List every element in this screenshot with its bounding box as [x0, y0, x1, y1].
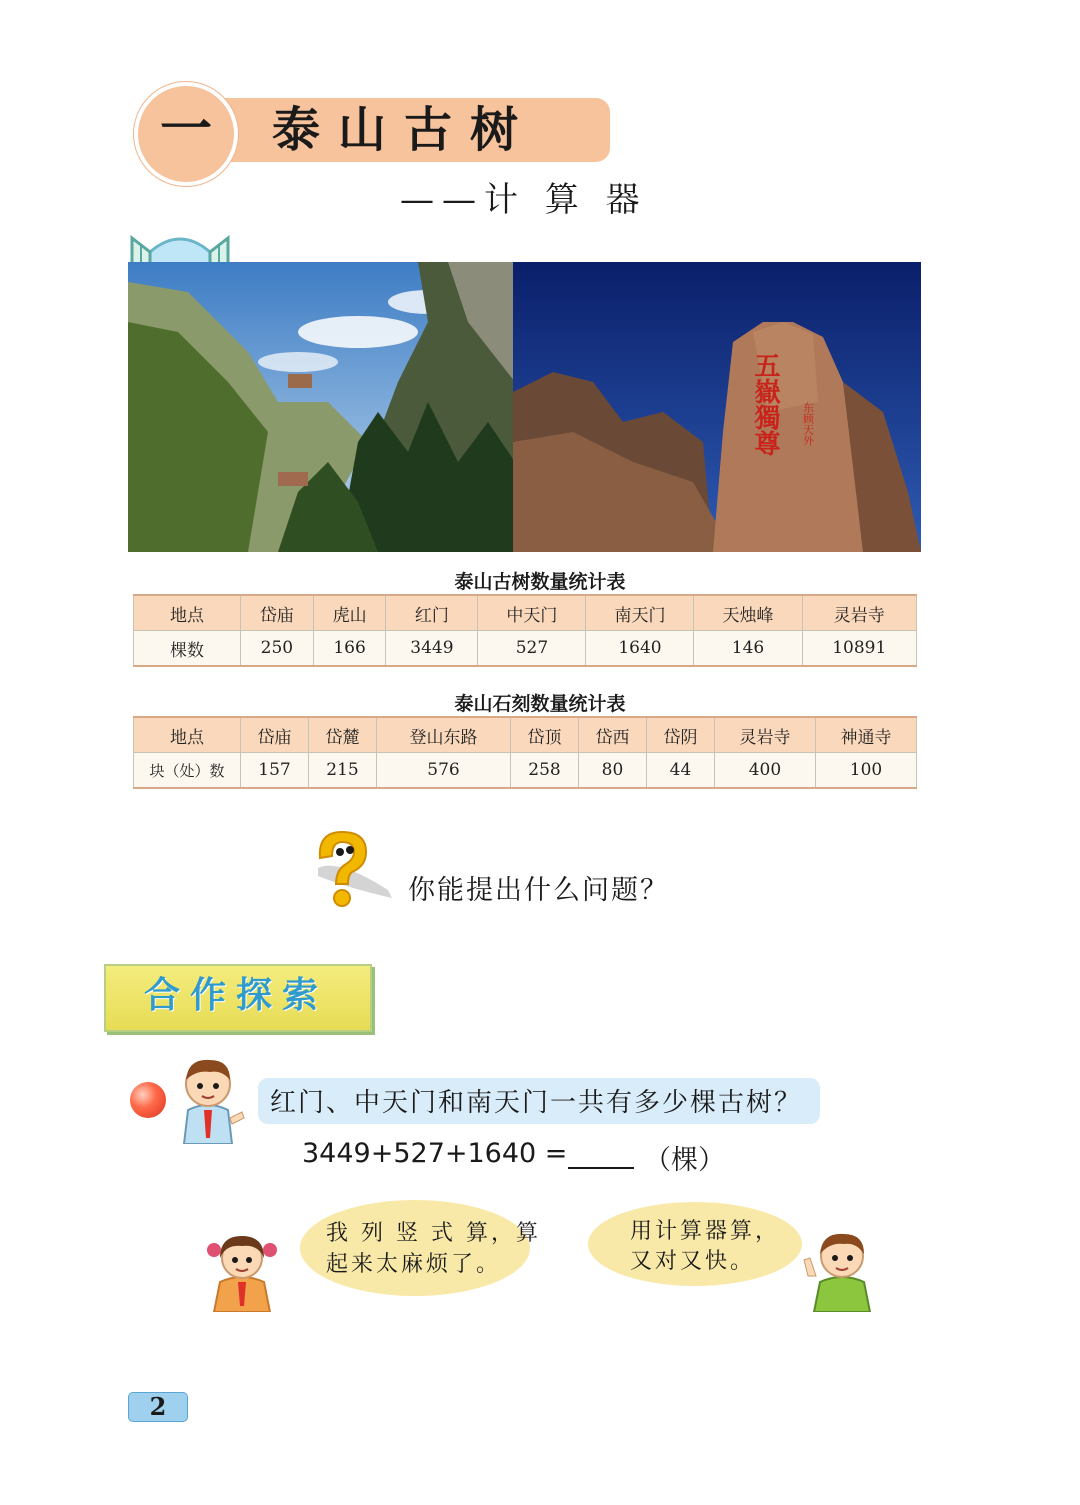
inscription-side: 东顾天外	[801, 402, 815, 446]
stones-column-header: 岱西	[578, 717, 646, 753]
question-prompt: 你能提出什么问题？	[408, 875, 669, 906]
boy-pointing-character-icon	[802, 1226, 878, 1312]
mountain-photo	[128, 262, 515, 552]
problem-unit: （棵）	[644, 1145, 725, 1176]
trees-value-cell: 527	[478, 631, 586, 667]
stones-column-header: 岱庙	[241, 717, 309, 753]
stones-value-cell: 215	[308, 753, 376, 789]
answer-blank[interactable]	[568, 1167, 634, 1169]
stones-column-header: 登山东路	[376, 717, 510, 753]
girl-character-icon	[204, 1228, 282, 1312]
trees-value-cell: 3449	[386, 631, 478, 667]
stones-column-header: 岱麓	[308, 717, 376, 753]
trees-column-header: 中天门	[478, 595, 586, 631]
stones-row-label: 块（处）数	[134, 753, 241, 789]
inscription-rock-photo	[513, 262, 921, 552]
stones-column-header: 岱顶	[511, 717, 579, 753]
trees-value-cell: 146	[694, 631, 802, 667]
trees-header-label: 地点	[134, 595, 241, 631]
boy-speech-line-1: 用计算器算，	[630, 1219, 781, 1244]
stones-value-cell: 258	[511, 753, 579, 789]
trees-value-cell: 250	[241, 631, 314, 667]
lesson-subtitle: ——计 算 器	[400, 180, 648, 220]
problem-question: 红门、中天门和南天门一共有多少棵古树？	[270, 1088, 803, 1118]
trees-column-header: 红门	[386, 595, 478, 631]
stones-column-header: 岱阴	[646, 717, 714, 753]
trees-row-label: 棵数	[134, 631, 241, 667]
stones-value-cell: 576	[376, 753, 510, 789]
trees-column-header: 虎山	[313, 595, 386, 631]
page-number: 2	[128, 1392, 188, 1422]
trees-column-header: 南天门	[586, 595, 694, 631]
problem-equation: 3449+527+1640 =	[302, 1138, 568, 1169]
stones-value-cell: 400	[714, 753, 815, 789]
stones-value-cell: 80	[578, 753, 646, 789]
trees-table	[133, 594, 917, 667]
trees-value-cell: 10891	[802, 631, 917, 667]
stones-value-cell: 44	[646, 753, 714, 789]
trees-column-header: 灵岩寺	[802, 595, 917, 631]
lesson-number: 一	[159, 100, 212, 160]
problem-marker-icon	[130, 1082, 166, 1118]
stones-table-title: 泰山石刻数量统计表	[454, 693, 626, 715]
section-label: 合作探索	[143, 975, 328, 1016]
stones-value-cell: 157	[241, 753, 309, 789]
boy-character-icon	[170, 1052, 248, 1144]
boy-speech-line-2: 又对又快。	[630, 1249, 756, 1274]
lesson-title: 泰山古树	[272, 102, 537, 158]
trees-column-header: 岱庙	[241, 595, 314, 631]
stones-column-header: 灵岩寺	[714, 717, 815, 753]
stones-header-label: 地点	[134, 717, 241, 753]
trees-column-header: 天烛峰	[694, 595, 802, 631]
inscription-main: 五嶽獨尊	[750, 352, 780, 456]
trees-value-cell: 166	[313, 631, 386, 667]
question-mark-icon	[308, 828, 404, 914]
stones-value-cell: 100	[815, 753, 916, 789]
trees-table-title: 泰山古树数量统计表	[454, 571, 626, 593]
girl-speech-line-2: 起来太麻烦了。	[326, 1252, 502, 1277]
stones-table	[133, 716, 917, 789]
girl-speech-line-1: 我 列 竖 式 算，算	[326, 1221, 541, 1246]
stones-column-header: 神通寺	[815, 717, 916, 753]
trees-value-cell: 1640	[586, 631, 694, 667]
